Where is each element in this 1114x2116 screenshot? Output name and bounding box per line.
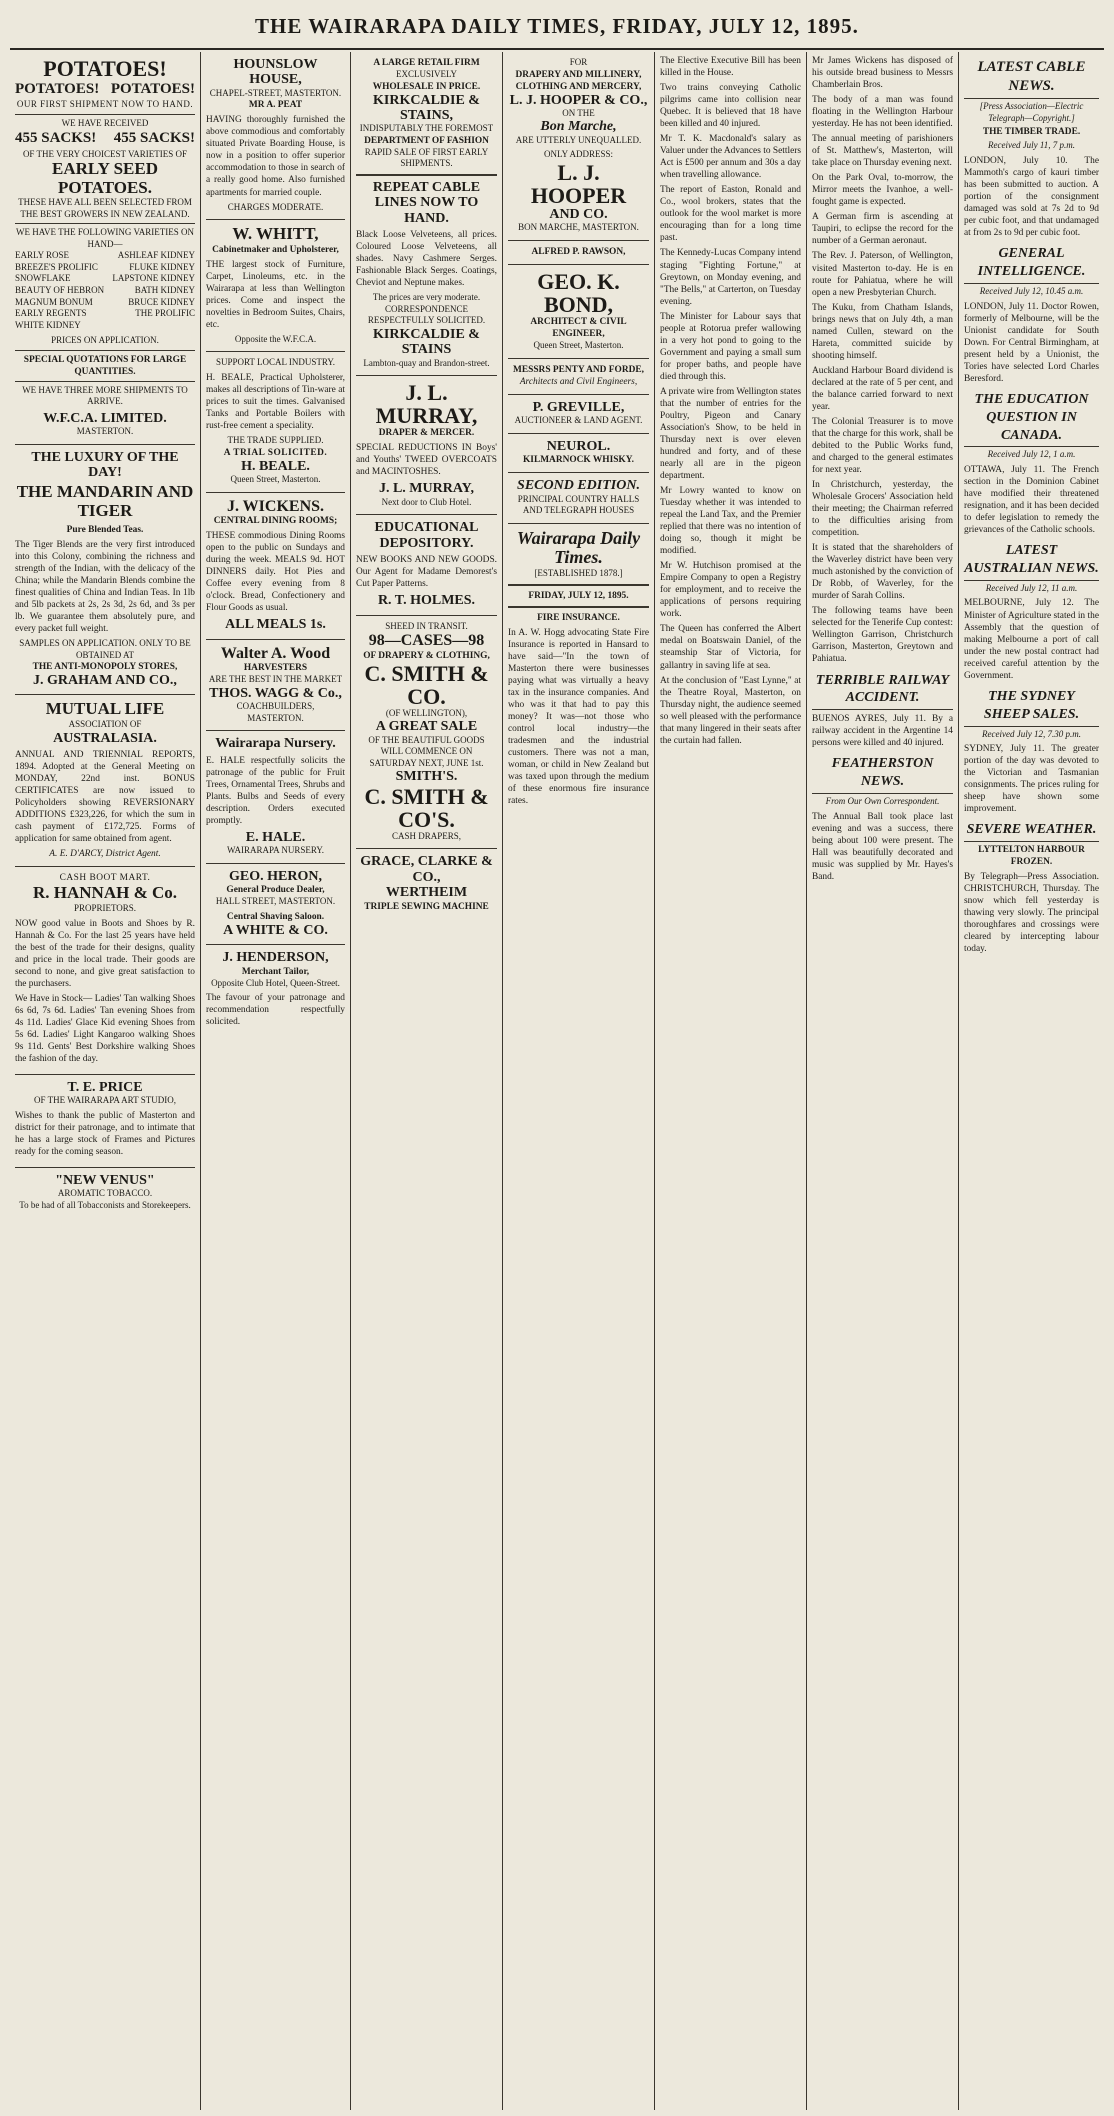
exclusively: EXCLUSIVELY — [395, 69, 458, 80]
greville-ad — [508, 395, 649, 434]
news-paragraph: The Rev. J. Paterson, of Wellington, visited Masterton to-day. He is en route for Pahiatua, where he will open a new Presbyterian Church. — [812, 251, 953, 298]
wickens-body: THESE commodious Dining Rooms open to the public on Sundays and during the week. MEALS 9d. HOT DINNERS daily. Hot Pies and Coffee every evening from 8 o'clock. Bread, Confectionery and Flour Goods as usual. — [206, 531, 345, 614]
murray-trade: DRAPER & MERCER. — [378, 428, 475, 439]
australasia-heading: AUSTRALASIA. — [53, 730, 157, 746]
kirkcaldie-location: Lambton-quay and Brandon-street. — [363, 357, 490, 368]
correspondence: CORRESPONDENCE RESPECTFULLY SOLICITED. — [367, 303, 486, 326]
trade-supplied: THE TRADE SUPPLIED. — [227, 435, 324, 446]
transit-line: SHEED IN TRANSIT. — [385, 620, 468, 631]
drapery-clothing: OF DRAPERY & CLOTHING, — [363, 650, 490, 661]
murray-name: J. L. MURRAY, — [375, 380, 478, 429]
news-paragraph: Mr W. Hutchison promised at the Empire Company to open a Registry for employment, and to receive the applications of persons requiring work. — [660, 561, 801, 620]
best-line: ARE THE BEST IN THE MARKET — [208, 674, 343, 685]
education-body: OTTAWA, July 11. The French section in the Dominion Cabinet have modified their threatened resignation, and it has been decided to defer legislation to remedy the grievances of the Catholic schools. — [964, 464, 1099, 536]
luxury-heading: THE LUXURY OF THE DAY! — [31, 449, 179, 480]
blended-heading: Pure Blended Teas. — [66, 524, 144, 535]
peat-body: HAVING thoroughly furnished the above commodious and comfortably situated Private Boarding House, is now in a position to offer superior accommodation to those in search of a really good home. Also furnished apartments for married couple. — [206, 115, 345, 198]
bond-ad — [508, 265, 649, 359]
mutual-life-ad — [15, 695, 195, 867]
following-line: WE HAVE THE FOLLOWING VARIETIES ON HAND— — [15, 227, 195, 249]
sacks-left: 455 SACKS! — [15, 130, 97, 147]
shipments-line: WE HAVE THREE MORE SHIPMENTS TO ARRIVE. — [22, 384, 188, 407]
penty-name: MESSRS PENTY AND FORDE, — [513, 364, 644, 375]
education-heading: THE EDUCATION QUESTION IN CANADA. — [964, 391, 1099, 448]
railway-accident-body: BUENOS AYRES, July 11. By a railway accident in the Argentine 14 persons were killed and 40 injured. — [812, 714, 953, 749]
nursery-heading: Wairarapa Nursery. — [215, 736, 336, 752]
shaving-heading: Central Shaving Saloon. — [226, 911, 325, 922]
variety-left: BREEZE'S PROLIFIC — [15, 261, 98, 272]
hooper-name-2: L. J. HOOPER — [530, 159, 627, 208]
wfca-name: W.F.C.A. LIMITED. — [43, 410, 167, 426]
beale-ad — [206, 352, 345, 492]
murray-name-2: J. L. MURRAY, — [378, 481, 475, 497]
support-line: SUPPORT LOCAL INDUSTRY. — [215, 357, 336, 368]
featherston-body: The Annual Ball took place last evening and was a success, there being about 100 were present. The Hall was beautifully decorated and music was supplied by Mr. Hayes's Band. — [812, 811, 953, 882]
timber-heading: THE TIMBER TRADE. — [982, 127, 1081, 138]
column-6 — [806, 52, 958, 2110]
beautiful-goods: OF THE BEAUTIFUL GOODS — [368, 734, 485, 745]
grace-ad — [356, 849, 497, 918]
charges-line: CHARGES MODERATE. — [227, 201, 324, 212]
nursery-ad — [206, 731, 345, 863]
rapid-line: RAPID SALE OF FIRST EARLY SHIPMENTS. — [364, 146, 489, 169]
weather-body: By Telegraph—Press Association. CHRISTCHURCH, Thursday. The snow which fell yesterday is thawing very slowly. The principal thoroughfares and crossings were cleared by intercepting labour today. — [964, 872, 1099, 955]
sheep-sales-heading: THE SYDNEY SHEEP SALES. — [964, 688, 1099, 727]
variety-left: BEAUTY OF HEBRON — [15, 285, 105, 295]
penty-ad — [508, 359, 649, 395]
news-paragraph: The report of Easton, Ronald and Co., wool brokers, states that the outlook for the wool market is more encouraging than for a long time past. — [660, 185, 801, 244]
variety-left: WHITE KIDNEY — [15, 319, 81, 330]
beale-location: Queen Street, Masterton. — [230, 474, 321, 485]
potatoes-heading-center: POTATOES! — [43, 56, 167, 81]
education-date: Received July 12, 1 a.m. — [987, 449, 1076, 460]
tea-body: The Tiger Blends are the very first introduced into this Colony, combining the richness and strength of the Indian, with the delicacy of the China; while the Mandarin Blends combine the finest qualities of China and Indian Teas. In 1lb and 5lb packets at 2s, 2s 3d, 2s 6d, and 3s per lb. We guarantee them absolutely pure, and every packet full weight. — [15, 539, 195, 634]
fire-body: In A. W. Hogg advocating State Fire Insurance is reported in Hansard to have said—"In the town of Masterton there were businesses paying what was virtually a heavy tax in the insurance companies. And who was it that had to pay this money? It was—not those who control local industry—the tradesmen and the industrial customers. There was not a man, woman, or child in New Zealand but was taxed upon through the medium of these enormous fire insurance rates. — [508, 627, 649, 807]
australian-heading: LATEST AUSTRALIAN NEWS. — [964, 542, 1099, 581]
peat-name: MR A. PEAT — [248, 100, 303, 111]
hounslow-heading: HOUNSLOW HOUSE, — [233, 57, 318, 88]
heron-trade: General Produce Dealer, — [226, 885, 325, 896]
neurol-heading: NEUROL. — [546, 438, 611, 454]
variety-left: MAGNUM BONUM — [15, 296, 93, 307]
variety-right: THE PROLIFIC — [135, 308, 195, 319]
anti-monopoly: THE ANTI-MONOPOLY STORES, — [32, 662, 178, 673]
news-paragraph: The Minister for Labour says that people at Rotorua prefer wallowing in a very hot pond to going to the Government and paying a small sum for proper baths, and people have died through this. — [660, 311, 801, 382]
penty-trade: Architects and Civil Engineers, — [519, 376, 638, 387]
prices-line: PRICES ON APPLICATION. — [51, 335, 159, 346]
murray-ad — [356, 376, 497, 515]
australian-body: MELBOURNE, July 12. The Minister of Agriculture stated in the Assembly that the question of making Melbourne a port of call under the new postal contract had received careful attention by the Government. — [964, 598, 1099, 681]
kirkcaldie-name-2: KIRKCALDIE & STAINS — [373, 326, 480, 358]
greville-name: P. GREVILLE, — [532, 399, 625, 415]
venus-sub: AROMATIC TOBACCO. — [57, 1188, 153, 1199]
kirkcaldie-name: KIRKCALDIE & STAINS, — [373, 92, 480, 123]
variety-left: EARLY REGENTS — [15, 308, 87, 319]
paper-title: Wairarapa Daily Times. — [516, 527, 641, 568]
news-paragraph: On the Park Oval, to-morrow, the Mirror meets the Ivanhoe, a well-fought game is expected. — [812, 173, 953, 208]
variety-right: BATH KIDNEY — [134, 285, 195, 295]
australian-date: Received July 12, 11 a.m. — [985, 582, 1078, 593]
henderson-trade: Merchant Tailor, — [241, 966, 310, 977]
venus-heading: "NEW VENUS" — [55, 1172, 155, 1188]
hooper-and-co: AND CO. — [549, 207, 608, 223]
educational-body: NEW BOOKS AND NEW GOODS. Our Agent for Madame Demorest's Cut Paper Patterns. — [356, 555, 497, 590]
repeat-heading: REPEAT CABLE LINES NOW TO HAND. — [372, 179, 481, 226]
potatoes-heading-left: POTATOES! — [15, 81, 100, 98]
beale-body: H. BEALE, Practical Upholsterer, makes all descriptions of Tin-ware at prices to suit the times. Galvanised Tanks and Portable Boilers with rust-free cement a speciality. — [206, 373, 345, 432]
prices-moderate: The prices are very moderate. — [372, 292, 481, 303]
drapery-line: DEPARTMENT OF FASHION — [364, 135, 489, 146]
educational-heading: EDUCATIONAL DEPOSITORY. — [374, 520, 479, 551]
news-paragraph: Mr James Wickens has disposed of his outside bread business to Messrs Chamberlain Bros. — [812, 56, 953, 91]
boot-mart-ad — [15, 867, 195, 1075]
news-paragraph: At the conclusion of "East Lynne," at the Theatre Royal, Masterton, on Thursday night, the audience seemed so well pleased with the performance that many lingered in their seats after the curtain had fallen. — [660, 675, 801, 746]
column-3 — [350, 52, 502, 2110]
venus-end: To be had of all Tobacconists and Storekeepers. — [19, 1199, 191, 1210]
neurol-ad — [508, 434, 649, 473]
fire-insurance-heading: FIRE INSURANCE. — [537, 612, 620, 623]
variety-right: LAPSTONE KIDNEY — [112, 273, 195, 284]
special-quotations: SPECIAL QUOTATIONS FOR LARGE QUANTITIES. — [23, 354, 187, 377]
trial-line: A TRIAL SOLICITED. — [223, 447, 328, 458]
smith-ad — [356, 616, 497, 850]
educational-ad — [356, 515, 497, 615]
graham-name: J. GRAHAM AND CO., — [33, 673, 177, 689]
opposite-line: Opposite the W.F.C.A. — [234, 333, 317, 344]
choicest-line: OF THE VERY CHOICEST VARIETIES OF — [22, 148, 188, 159]
column-1 — [10, 52, 200, 2110]
rawson-name: ALFRED P. RAWSON, — [531, 247, 626, 257]
whitt-body: THE largest stock of Furniture, Carpet, Linoleums, etc. in the Wairarapa at less than Wellington prices. Come and inspect the novelties in Bedroom Suites, Chairs, etc. — [206, 259, 345, 330]
henderson-name: J. HENDERSON, — [222, 950, 329, 966]
news-paragraph: The body of a man was found floating in the Wellington Harbour yesterday. He has not been identified. — [812, 95, 953, 130]
smith-of: (OF WELLINGTON), — [385, 707, 468, 718]
henderson-body: The favour of your patronage and recommendation respectfully solicited. — [206, 993, 345, 1028]
cable-news-heading: LATEST CABLE NEWS. — [964, 58, 1099, 99]
news-paragraph: A German firm is ascending at Taupiri, to eclipse the record for the number of a German aeronaut. — [812, 212, 953, 247]
whitt-ad — [206, 220, 345, 352]
potatoes-subheading: OUR FIRST SHIPMENT NOW TO HAND. — [16, 99, 194, 110]
featherston-heading: FEATHERSTON NEWS. — [812, 755, 953, 794]
newspaper-columns — [10, 52, 1104, 2110]
henderson-ad — [206, 945, 345, 1037]
timber-date: Received July 11, 7 p.m. — [987, 140, 1076, 151]
news-paragraph: Mr Lowry wanted to know on Tuesday whether it was intended to repeal the Land Tax, and the Premier replied that there was no intention of doing so, though it might be modified. — [660, 486, 801, 557]
large-retail: A LARGE RETAIL FIRM — [373, 58, 480, 68]
news-paragraph: The Elective Executive Bill has been killed in the House. — [660, 56, 801, 79]
great-sale: A GREAT SALE — [375, 719, 478, 735]
beale-name: H. BEALE. — [241, 458, 310, 474]
smiths: SMITH'S. — [395, 769, 458, 785]
news-paragraph: A private wire from Wellington states that the number of entries for the Poultry, Pigeon and Canary Association's Show, to be held in Thursday next is over eleven hundred and forty, and of these nearly all are in the pigeon department. — [660, 386, 801, 482]
rawson-ad — [508, 241, 649, 265]
only-address: ONLY ADDRESS: — [543, 149, 614, 160]
cash-drapers: CASH DRAPERS, — [391, 830, 462, 841]
news-paragraph: In Christchurch, yesterday, the Wholesale Grocers' Association held their meeting; the Chairman referred to the difficulties arising from competition. — [812, 480, 953, 539]
tea-ad — [15, 445, 195, 696]
hannah-stock: We Have in Stock— Ladies' Tan walking Shoes 6s 6d, 7s 6d. Ladies' Tan evening Shoes from 4s 11d. Ladies' Glace Kid evening Shoes from 5s 6d. Ladies' Light Kangaroo walking Shoes 9s 11d. Gents' Best Dorkshire walking Shoes the fashion of the day. — [15, 993, 195, 1064]
wagg-location: MASTERTON. — [247, 712, 304, 723]
general-date: Received July 12, 10.45 a.m. — [979, 285, 1084, 296]
column-5 — [654, 52, 806, 2110]
cable-sub: [Press Association—Electric Telegraph—Copyright.] — [979, 101, 1084, 123]
heron-name: GEO. HERON, — [229, 868, 322, 884]
news-paragraph: Two trains conveying Catholic pilgrims came into collision near Quebec. It is believed that 18 have been killed and 40 injured. — [660, 83, 801, 130]
harbour-frozen: LYTTELTON HARBOUR FROZEN. — [978, 845, 1085, 868]
hannah-body: NOW good value in Boots and Shoes by R. Hannah & Co. For the last 25 years have held the best of the trade for their designs, quality and price in the local trade. Their goods are second to none, and give great satisfaction to the purchasers. — [15, 918, 195, 989]
timber-body: LONDON, July 10. The Mammoth's cargo of kauri timber has been submitted to auction. A portion of the consignment damaged was sold at 7s 2d to 9d per cubic foot, and that undamaged at from 2s to 9d per cubic foot. — [964, 155, 1099, 239]
potatoes-heading-right: POTATOES! — [110, 81, 195, 98]
greville-trade: AUCTIONEER & LAND AGENT. — [514, 415, 643, 426]
on-the: ON THE — [562, 107, 595, 118]
news-paragraph: The Kuku, from Chatham Islands, brings news that on July 4th, a man named Cullen, steward on the Hareta, committed suicide by shooting himself. — [812, 302, 953, 361]
whisky-heading: KILMARNOCK WHISKY. — [523, 455, 634, 466]
treadle: TRIPLE SEWING MACHINE — [364, 901, 489, 912]
price-body: Wishes to thank the public of Masterton and district for their patronage, and to intimate that he has a large stock of Frames and Pictures ready for the coming season. — [15, 1110, 195, 1157]
railway-accident-heading: TERRIBLE RAILWAY ACCIDENT. — [812, 672, 953, 711]
agent-line: A. E. D'ARCY, District Agent. — [49, 849, 161, 860]
general-heading: GENERAL INTELLIGENCE. — [964, 245, 1099, 284]
news-paragraph: It is stated that the shareholders of the Waverley district have been very much astonished by the conviction of Dr Robb, of Waverley, for the murder of Sarah Collins. — [812, 543, 953, 602]
walter-wood: Walter A. Wood — [220, 644, 331, 662]
association-line: ASSOCIATION OF — [68, 719, 142, 730]
received-line: WE HAVE RECEIVED — [61, 117, 149, 128]
column-4 — [502, 52, 654, 2110]
bond-location: Queen Street, Masterton. — [533, 340, 624, 351]
saturday-line: WILL COMMENCE ON SATURDAY NEXT, JUNE 1st. — [369, 746, 484, 768]
news-paragraph: The following teams have been selected for the Tenerife Cup contest: Wellington Garrison, Christchurch Garrison, Masterton, Greytown and Pahiatua. — [812, 606, 953, 665]
news-paragraph: The Queen has conferred the Albert medal on Boatswain Daniel, of the steamship Star of Victoria, for gallantry in saving life at sea. — [660, 624, 801, 671]
whitt-name: W. WHITT, — [232, 224, 319, 244]
hale-name: E. HALE. — [245, 829, 306, 845]
kirkcaldie-ad — [356, 52, 497, 376]
venus-ad — [15, 1168, 195, 1217]
sheep-date: Received July 12, 7.30 p.m. — [982, 728, 1081, 739]
harvesters-heading: HARVESTERS — [243, 663, 308, 674]
drapery-millinery: DRAPERY AND MILLINERY, — [515, 69, 642, 80]
variety-left: SNOWFLAKE — [15, 273, 71, 284]
mutual-life-heading: MUTUAL LIFE — [45, 699, 165, 719]
heron-location: HALL STREET, MASTERTON. — [215, 896, 336, 907]
holmes-name: R. T. HOLMES. — [377, 593, 476, 609]
selected-line: THESE HAVE ALL BEEN SELECTED FROM THE BEST GROWERS IN NEW ZEALAND. — [18, 197, 192, 219]
news-paragraph: The Kennedy-Lucas Company intend staging "Fighting Fortune," at Greytown, on Monday evening, and "The Bells," at Carterton, on Tuesday evening. — [660, 248, 801, 307]
hounslow-location: CHAPEL-STREET, MASTERTON. — [209, 87, 342, 98]
harvesters-ad — [206, 640, 345, 732]
wagg-name: THOS. WAGG & Co., — [209, 685, 342, 701]
murray-location: Next door to Club Hotel. — [381, 496, 472, 507]
bond-trade: ARCHITECT & CIVIL ENGINEER, — [530, 317, 627, 340]
murray-special: SPECIAL REDUCTIONS IN Boys' and Youths' TWEED OVERCOATS and MACINTOSHES. — [356, 443, 497, 478]
established-line: [ESTABLISHED 1878.] — [534, 568, 623, 579]
weather-heading: SEVERE WEATHER. — [964, 821, 1099, 842]
wickens-name: J. WICKENS. — [226, 497, 325, 515]
foremost-line: INDISPUTABLY THE FOREMOST — [359, 123, 494, 134]
smith-name-3: C. SMITH & CO'S. — [364, 783, 489, 832]
second-edition — [508, 473, 649, 523]
second-edition-heading: SECOND EDITION. — [517, 478, 640, 494]
dining-heading: CENTRAL DINING ROOMS; — [213, 516, 338, 527]
bon-location: BON MARCHE, MASTERTON. — [518, 222, 639, 233]
variety-right: BRUCE KIDNEY — [128, 296, 195, 307]
cases-heading: 98—CASES—98 — [368, 632, 485, 650]
smith-name: C. SMITH & CO. — [364, 660, 489, 709]
samples-line: SAMPLES ON APPLICATION. ONLY TO BE OBTAINED AT — [19, 638, 191, 660]
hale-sub: WAIRARAPA NURSERY. — [226, 845, 325, 856]
wfca-location: MASTERTON. — [76, 426, 134, 437]
edition-date: FRIDAY, JULY 12, 1895. — [528, 590, 629, 601]
principal-line: PRINCIPAL COUNTRY HALLS AND TELEGRAPH HOUSES — [517, 493, 640, 516]
wholesale: WHOLESALE IN PRICE. — [372, 81, 481, 92]
masthead: THE WAIRARAPA DAILY TIMES, FRIDAY, JULY 12, 1895. — [10, 14, 1104, 50]
column-7 — [958, 52, 1104, 2110]
price-heading: T. E. PRICE — [67, 1079, 143, 1095]
bond-name: GEO. K. BOND, — [537, 269, 620, 318]
variety-right: FLUKE KIDNEY — [129, 261, 195, 272]
featherston-sub: From Our Own Correspondent. — [825, 796, 940, 807]
news-paragraph: Auckland Harbour Board dividend is declared at the rate of 5 per cent, and the balance carried forward to next year. — [812, 365, 953, 412]
early-seed-heading: EARLY SEED POTATOES. — [52, 159, 158, 197]
grace-name: GRACE, CLARKE & CO., — [360, 854, 493, 885]
hooper-ad — [508, 52, 649, 241]
all-meals: ALL MEALS 1s. — [225, 617, 326, 633]
whitt-trade: Cabinetmaker and Upholsterer, — [212, 244, 339, 255]
price-sub: OF THE WAIRARAPA ART STUDIO, — [34, 1095, 176, 1106]
news-paragraph: Mr T. K. Macdonald's salary as Valuer under the Advances to Settlers Act is £500 per annum and 30s a day when travelling allowance. — [660, 134, 801, 181]
sheep-body: SYDNEY, July 11. The greater portion of the day was devoted to the Victorian and Tasmanian consignments. The prices ruling for sheep have shown some improvement. — [964, 744, 1099, 815]
unequalled: ARE UTTERLY UNEQUALLED. — [515, 134, 642, 145]
sacks-right: 455 SACKS! — [113, 130, 195, 147]
white-co: A WHITE & CO. — [223, 922, 328, 938]
column-2 — [200, 52, 350, 2110]
cash-boot-heading: CASH BOOT MART. — [59, 873, 151, 884]
wertheim: WERTHEIM — [385, 885, 468, 901]
editorial — [508, 524, 649, 817]
news-paragraph: The annual meeting of parishioners of St. Matthew's, Masterton, will take place on Thursday evening next. — [812, 134, 953, 169]
bon-marche: Bon Marche, — [540, 119, 617, 135]
for-line: FOR — [569, 57, 588, 67]
proprietors-line: PROPRIETORS. — [73, 903, 137, 914]
henderson-location: Opposite Club Hotel, Queen-Street. — [211, 977, 340, 988]
coachbuilders: COACHBUILDERS, — [236, 701, 315, 712]
general-body: LONDON, July 11. Doctor Rowen, formerly of Melbourne, will be the Unionist candidate for South Down. For Central Birmingham, at present held by a Unionist, the Tories have selected Lord Charles Beresford. — [964, 301, 1099, 384]
variety-right: ASHLEAF KIDNEY — [117, 250, 195, 261]
mutual-body: ANNUAL AND TRIENNIAL REPORTS, 1894. Adopted at the General Meeting on MONDAY, 22nd inst. BONUS CERTIFICATES are now issued to Policyholders showing REVERSIONARY ADDITIONS £323,226, for which the sum in cash payment of £172,725. Forms of application for same obtained from agent. — [15, 750, 195, 845]
hooper-name: L. J. HOOPER & CO., — [509, 92, 648, 108]
mandarin-heading: THE MANDARIN AND TIGER — [16, 482, 194, 521]
clothing-mercery: CLOTHING AND MERCERY, — [515, 81, 642, 92]
price-ad — [15, 1075, 195, 1168]
potatoes-ad — [15, 52, 195, 445]
wickens-ad — [206, 493, 345, 640]
news-paragraph: The Colonial Treasurer is to move that the charge for this work, shall be debited to the Public Works fund, and charged to the general estimates for next year. — [812, 416, 953, 475]
repeat-body: Black Loose Velveteens, all prices. Coloured Loose Velveteens, all shades. Navy Cashmere Serges. Fashionable Black Serges. Coatings, Cheviot and Neptune makes. — [356, 230, 497, 289]
heron-ad — [206, 864, 345, 945]
hale-body: E. HALE respectfully solicits the patronage of the public for Fruit Trees, Ornamental Trees, Shrubs and Plants. Bulbs and Seeds of every description. Orders executed promptly. — [206, 755, 345, 826]
hounslow-ad — [206, 52, 345, 220]
hannah-name: R. HANNAH & Co. — [32, 883, 178, 903]
variety-left: EARLY ROSE — [15, 250, 70, 261]
